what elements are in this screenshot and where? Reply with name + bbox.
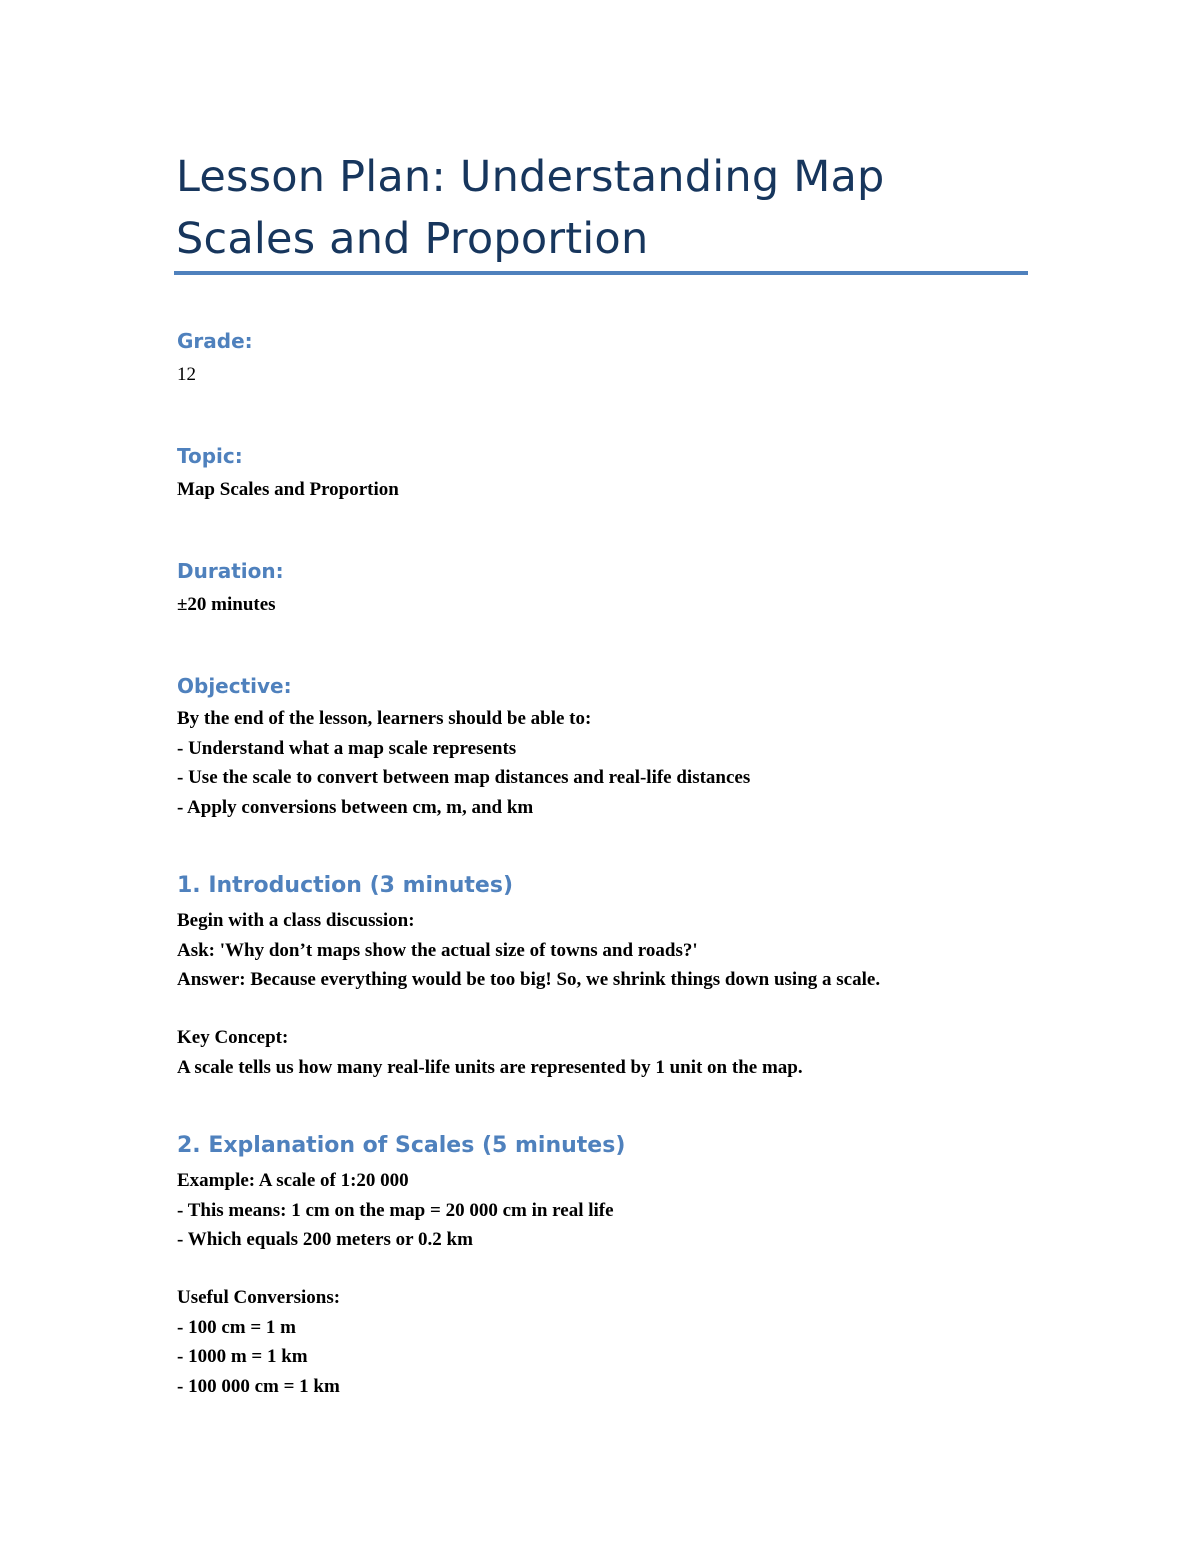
conversion-item: - 100 000 cm = 1 km: [177, 1375, 340, 1397]
grade-value: 12: [177, 364, 196, 385]
introduction-line: Begin with a class discussion:: [177, 910, 415, 931]
introduction-text: [177, 906, 880, 995]
duration-heading: Duration:: [177, 559, 284, 583]
introduction-line: Answer: Because everything would be too big! So, we shrink things down using a scale.: [177, 969, 881, 990]
objective-heading: Objective:: [177, 674, 292, 698]
topic-value: Map Scales and Proportion: [177, 479, 399, 500]
explanation-line: - Which equals 200 meters or 0.2 km: [177, 1229, 473, 1250]
key-concept-text: A scale tells us how many real-life units are represented by 1 unit on the map.: [177, 1056, 803, 1078]
explanation-text: [177, 1166, 614, 1255]
objective-list: [177, 704, 750, 822]
conversions-label: Useful Conversions:: [177, 1287, 341, 1308]
page-title: Lesson Plan: Understanding Map Scales and Proportion: [176, 152, 885, 264]
explanation-line: - This means: 1 cm on the map = 20 000 cm in real life: [177, 1199, 614, 1221]
grade-heading: Grade:: [177, 329, 253, 353]
conversion-item: - 1000 m = 1 km: [177, 1346, 308, 1367]
topic-heading: Topic:: [177, 444, 243, 468]
objective-line: - Use the scale to convert between map distances and real-life distances: [177, 767, 751, 788]
key-concept-label: Key Concept:: [177, 1027, 289, 1048]
conversion-item: - 100 cm = 1 m: [177, 1316, 296, 1338]
title-underline: [174, 271, 1028, 275]
explanation-line: Example: A scale of 1:20 000: [177, 1170, 409, 1191]
objective-line: By the end of the lesson, learners should be able to:: [177, 708, 592, 729]
objective-line: - Apply conversions between cm, m, and km: [177, 796, 534, 818]
conversions-list: [177, 1283, 340, 1401]
objective-line: - Understand what a map scale represents: [177, 737, 517, 759]
duration-value: ±20 minutes: [177, 594, 276, 615]
introduction-heading: 1. Introduction (3 minutes): [177, 873, 513, 898]
introduction-line: Ask: 'Why don’t maps show the actual size of towns and roads?': [177, 939, 698, 961]
explanation-heading: 2. Explanation of Scales (5 minutes): [177, 1133, 626, 1158]
key-concept: [177, 1023, 803, 1082]
